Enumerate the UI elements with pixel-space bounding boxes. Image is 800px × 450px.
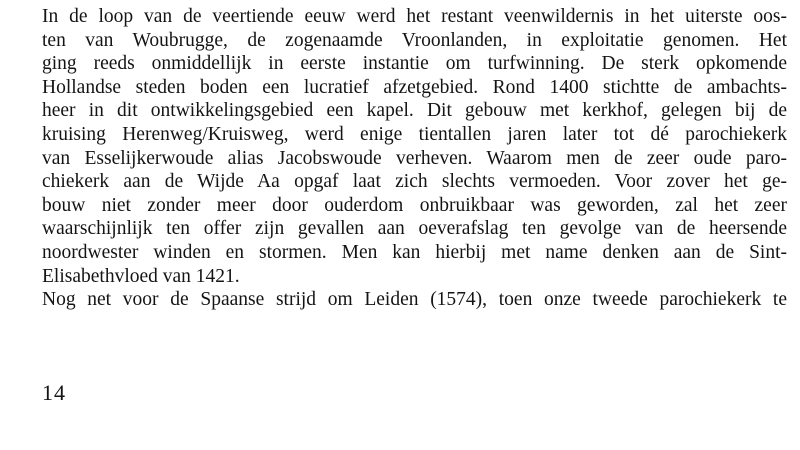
text-line: ten van Woubrugge, de zogenaamde Vroonlanden, in exploitatie genomen. Het (42, 29, 787, 51)
text-line: kruising Herenweg/Kruisweg, werd enige tientallen jaren later tot dé parochiekerk (42, 123, 787, 145)
text-line: Hollandse steden boden een lucratief afzetgebied. Rond 1400 stichtte de ambachts- (42, 76, 787, 98)
body-text (42, 5, 787, 312)
text-line: waarschijnlijk ten offer zijn gevallen aan oeverafslag ten gevolge van de heersende (42, 218, 787, 240)
text-line: noordwester winden en stormen. Men kan hierbij met name denken aan de Sint- (42, 241, 787, 263)
text-line: heer in dit ontwikkelingsgebied een kapel. Dit gebouw met kerkhof, gelegen bij de (42, 100, 787, 122)
text-line: chiekerk aan de Wijde Aa opgaf laat zich slechts vermoeden. Voor zover het ge- (42, 171, 787, 193)
paragraph-1 (42, 5, 787, 288)
text-line: ging reeds onmiddellijk in eerste instantie om turfwinning. De sterk opkomende (42, 53, 787, 75)
page-number: 14 (42, 380, 66, 405)
text-line: Nog net voor de Spaanse strijd om Leiden (1574), toen onze tweede parochiekerk te (42, 289, 787, 311)
text-line: van Esselijkerwoude alias Jacobswoude verheven. Waarom men de zeer oude paro- (42, 147, 787, 169)
paragraph-2 (42, 288, 787, 312)
text-line: Elisabethvloed van 1421. (42, 265, 240, 287)
text-line: In de loop van de veertiende eeuw werd het restant veenwildernis in het uiterste oos- (42, 6, 787, 27)
text-line: bouw niet zonder meer door ouderdom onbruikbaar was geworden, zal het zeer (42, 194, 787, 216)
